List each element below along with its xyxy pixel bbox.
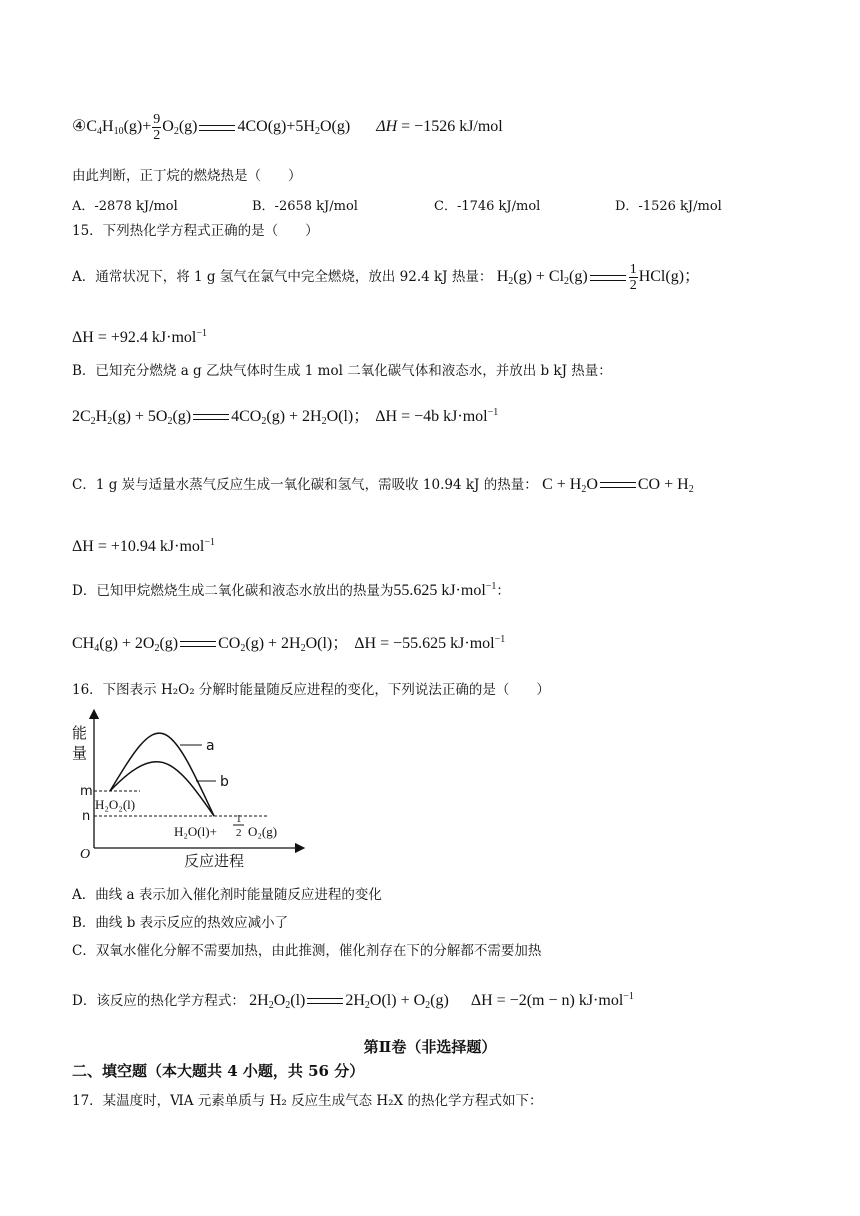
- q15-option-d-eq: $CH_4(g) + 2O_2(g) CO_2(g) + 2H_2O(l)$； ΔH = −55.625 kJ·mol$^{-1}$: [72, 634, 506, 654]
- q14-option-c: C．-1746 kJ/mol: [434, 199, 541, 214]
- q16-stem: 16．下图表示 H₂O₂ 分解时能量随反应进程的变化，下列说法正确的是（ ）: [72, 682, 550, 698]
- curve-b-label: b: [220, 774, 229, 790]
- product-frac-num: 1: [236, 813, 242, 825]
- q14-question-tail: 由此判断，正丁烷的燃烧热是（ ）: [72, 168, 302, 184]
- q16-option-a: A．曲线 a 表示加入催化剂时能量随反应进程的变化: [72, 887, 382, 903]
- equation-4: $④C_4H_{10}(g)+$ $\frac{9}{2}$ $O_2(g)$ $4CO(g)+5H_2O(g) \Delta H = -1526$ kJ/mol: [72, 112, 503, 143]
- q16-option-d: D．该反应的热化学方程式： $2H_2O_2(l) 2H_2O(l) + O_2(g) \Delta H = -2(m - n)$ kJ·mol$^{-1}$: [72, 991, 634, 1011]
- n-label: n: [82, 809, 91, 824]
- curve-a-label: a: [206, 738, 215, 754]
- q15-option-b-eq: $2C_2H_2(g) + 5O_2(g) 4CO_2(g) + 2H_2O(l)$； ΔH = −4b kJ·mol$^{-1}$: [72, 407, 499, 427]
- q17-stem: 17．某温度时，ⅥA 元素单质与 H₂ 反应生成气态 H₂X 的热化学方程式如下：: [72, 1093, 543, 1109]
- q15-stem: 15．下列热化学方程式正确的是（ ）: [72, 223, 319, 239]
- y-axis-label-1: 能: [72, 724, 88, 742]
- q16-option-c: C．双氧水催化分解不需要加热，由此推测，催化剂存在下的分解都不需要加热: [72, 943, 542, 959]
- product-label-1: H₂O(l)+: [174, 824, 217, 839]
- reactant-label: H₂O₂(l): [95, 797, 136, 812]
- q15-option-c-dh: ΔH = +10.94 kJ·mol$^{-1}$: [72, 537, 215, 555]
- q14-option-a: A．-2878 kJ/mol: [72, 199, 178, 214]
- y-axis-label-2: 量: [72, 744, 88, 762]
- part-2-heading: 二、填空题（本大题共 4 小题，共 56 分）: [72, 1062, 365, 1080]
- q14-option-d: D．-1526 kJ/mol: [615, 199, 722, 214]
- q16-option-b: B．曲线 b 表示反应的热效应减小了: [72, 915, 289, 931]
- m-label: m: [80, 784, 93, 799]
- q14-option-b: B．-2658 kJ/mol: [252, 199, 358, 214]
- energy-diagram: [68, 708, 308, 870]
- section-2-title: 第Ⅱ卷（非选择题）: [363, 1038, 497, 1056]
- q15-option-d: D．已知甲烷燃烧生成二氧化碳和液态水放出的热量为55.625 kJ·mol$^{-1}$：: [72, 581, 510, 599]
- x-axis-label: 反应进程: [184, 852, 245, 870]
- q15-option-c: C．1 g 炭与适量水蒸气反应生成一氧化碳和氢气，需吸收 10.94 kJ 的热量： $C + H_2O$ CO + $H_2$: [72, 476, 694, 495]
- equals-sign: [199, 125, 235, 131]
- product-frac-den: 2: [236, 827, 242, 839]
- q15-option-a-dh: ΔH = +92.4 kJ·mol$^{-1}$: [72, 328, 207, 346]
- origin-label: O: [80, 847, 91, 862]
- fraction-9-2: $\frac{9}{2}$: [153, 112, 161, 143]
- q15-option-b: B．已知充分燃烧 a g 乙炔气体时生成 1 mol 二氧化碳气体和液态水，并放出 b kJ 热量：: [72, 363, 612, 379]
- q15-option-a: A．通常状况下，将 1 g 氢气在氯气中完全燃烧，放出 92.4 kJ 热量： $H_2(g) + Cl_2(g)$ $\frac{1}{2}$ HCl(g)；: [72, 262, 701, 293]
- product-label-2: O₂(g): [248, 824, 278, 839]
